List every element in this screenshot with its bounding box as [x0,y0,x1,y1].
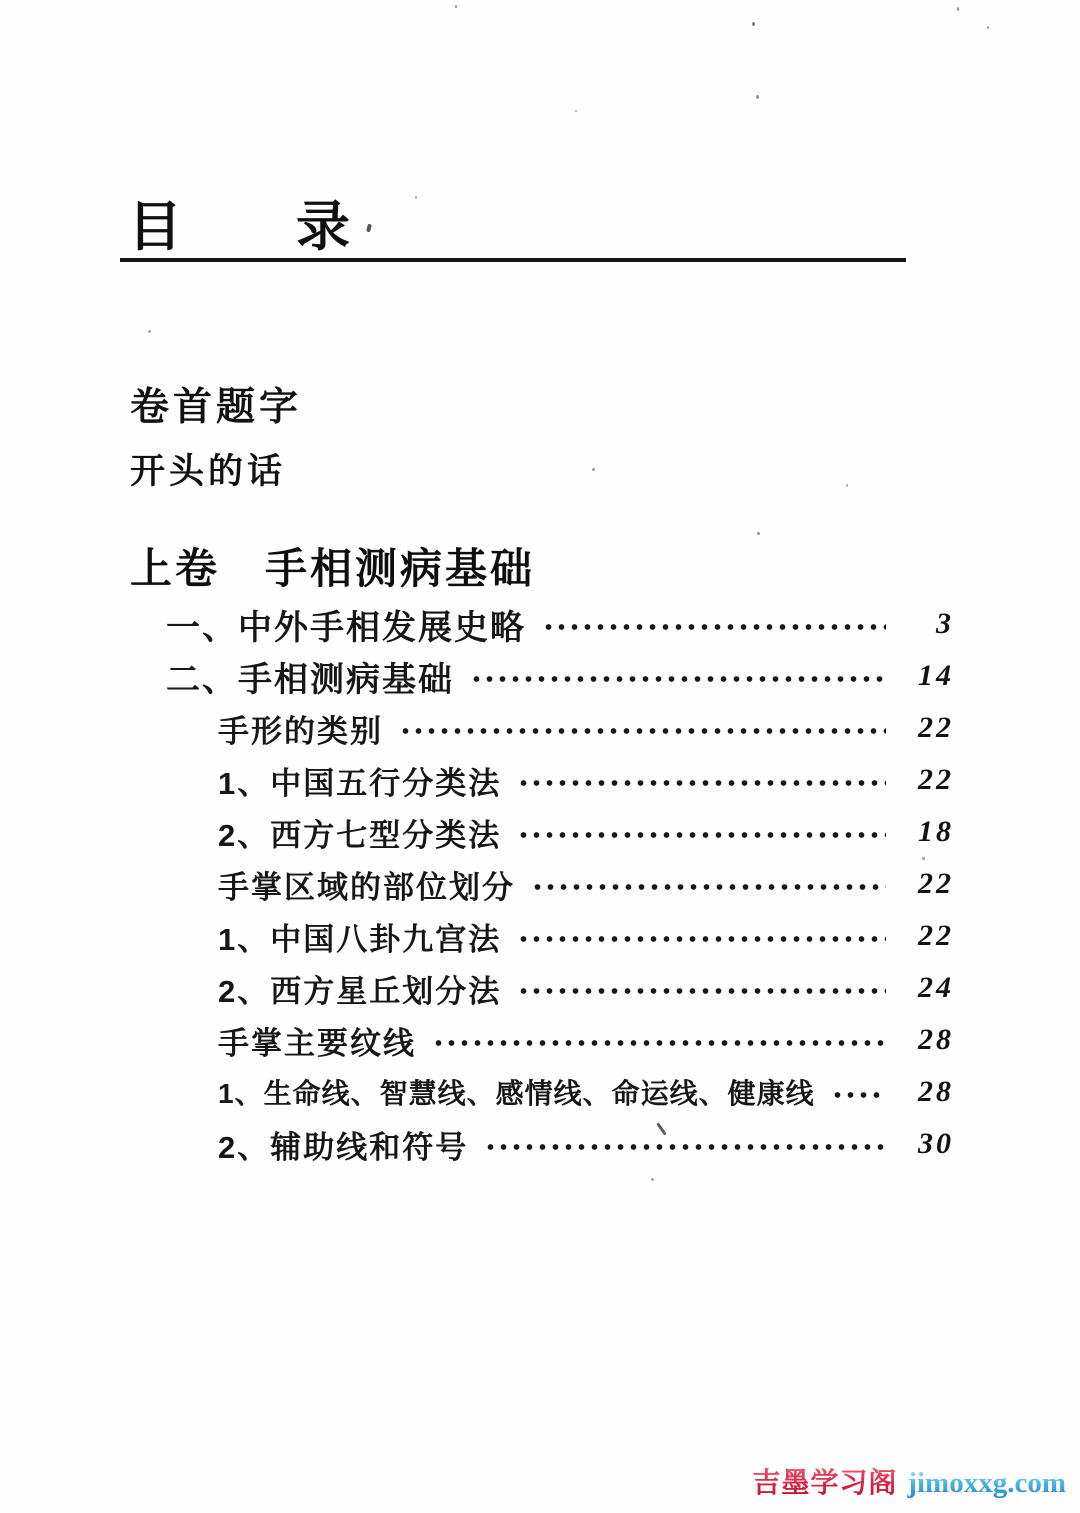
toc-entry [130,1118,954,1170]
toc-entry [130,858,954,910]
dot-leader [397,724,886,738]
scan-noise-speck [756,95,759,99]
toc-entry [130,806,954,858]
scan-noise-speck [651,1178,654,1181]
section-title-volume-one: 上卷 手相测病基础 [130,545,536,592]
toc-entry-label: 1、中国八卦九宫法 [218,921,502,957]
toc-entry-page: 24 [918,971,954,1004]
scan-noise-speck [752,22,755,26]
toc-entry [130,1066,954,1118]
toc-entry [130,598,954,650]
page-title: 目 录 [128,197,352,257]
toc-entry-label: 手形的类别 [218,713,383,749]
scan-noise-speck [415,196,417,199]
scan-noise-speck [757,532,760,535]
toc-entry-page: 22 [918,867,954,900]
toc-entry-page: 22 [918,919,954,952]
watermark-site-name: 吉墨学习阁 [752,1461,897,1501]
scan-noise-speck [575,110,577,112]
dot-leader [529,880,886,894]
toc-entry [130,650,954,702]
toc-entry-page: 22 [918,711,954,744]
scan-noise-speck [592,468,595,471]
dot-leader [515,828,886,842]
toc-entry-page: 28 [918,1023,954,1056]
toc-entry [130,910,954,962]
front-matter-heading-inscription: 卷首题字 [130,386,303,429]
toc-entry-page: 18 [918,815,954,848]
toc-entry-label: 2、辅助线和符号 [218,1129,469,1165]
dot-leader [430,1036,886,1050]
toc-entry-label: 2、西方七型分类法 [218,817,502,853]
dot-leader [829,1088,886,1102]
dot-leader [540,620,886,634]
toc-list [130,598,954,1170]
toc-entry-label: 手掌区域的部位划分 [218,869,515,905]
toc-entry-page: 3 [936,607,954,640]
front-matter-heading-foreword: 开头的话 [130,452,287,491]
dot-leader [482,1140,886,1154]
dot-leader [468,672,886,686]
dot-leader [515,776,886,790]
scan-noise-speck [957,7,959,11]
toc-entry-label: 2、西方星丘划分法 [218,973,502,1009]
toc-entry-page: 28 [918,1075,954,1108]
scan-noise-speck [148,330,151,333]
toc-entry-page: 22 [918,763,954,796]
scan-noise-speck [922,857,925,860]
dot-leader [515,984,886,998]
scan-noise-speck [455,5,457,8]
toc-entry-label: 一、中外手相发展史略 [166,608,526,647]
toc-entry-label: 1、中国五行分类法 [218,765,502,801]
toc-entry-label: 1、生命线、智慧线、感情线、命运线、健康线 [218,1078,815,1109]
dot-leader [515,932,886,946]
toc-entry [130,1014,954,1066]
toc-entry [130,702,954,754]
toc-entry-label: 二、手相测病基础 [166,660,454,699]
site-watermark [752,1461,1066,1501]
toc-entry-page: 30 [918,1127,954,1160]
scan-noise-speck [987,26,989,29]
toc-entry-label: 手掌主要纹线 [218,1025,416,1061]
toc-entry [130,962,954,1014]
scan-noise-speck [568,1040,570,1042]
watermark-site-url: jimoxxg.com [907,1467,1066,1499]
toc-entry [130,754,954,806]
scan-noise-speck [846,484,848,487]
title-block [120,197,906,262]
toc-entry-page: 14 [918,659,954,692]
